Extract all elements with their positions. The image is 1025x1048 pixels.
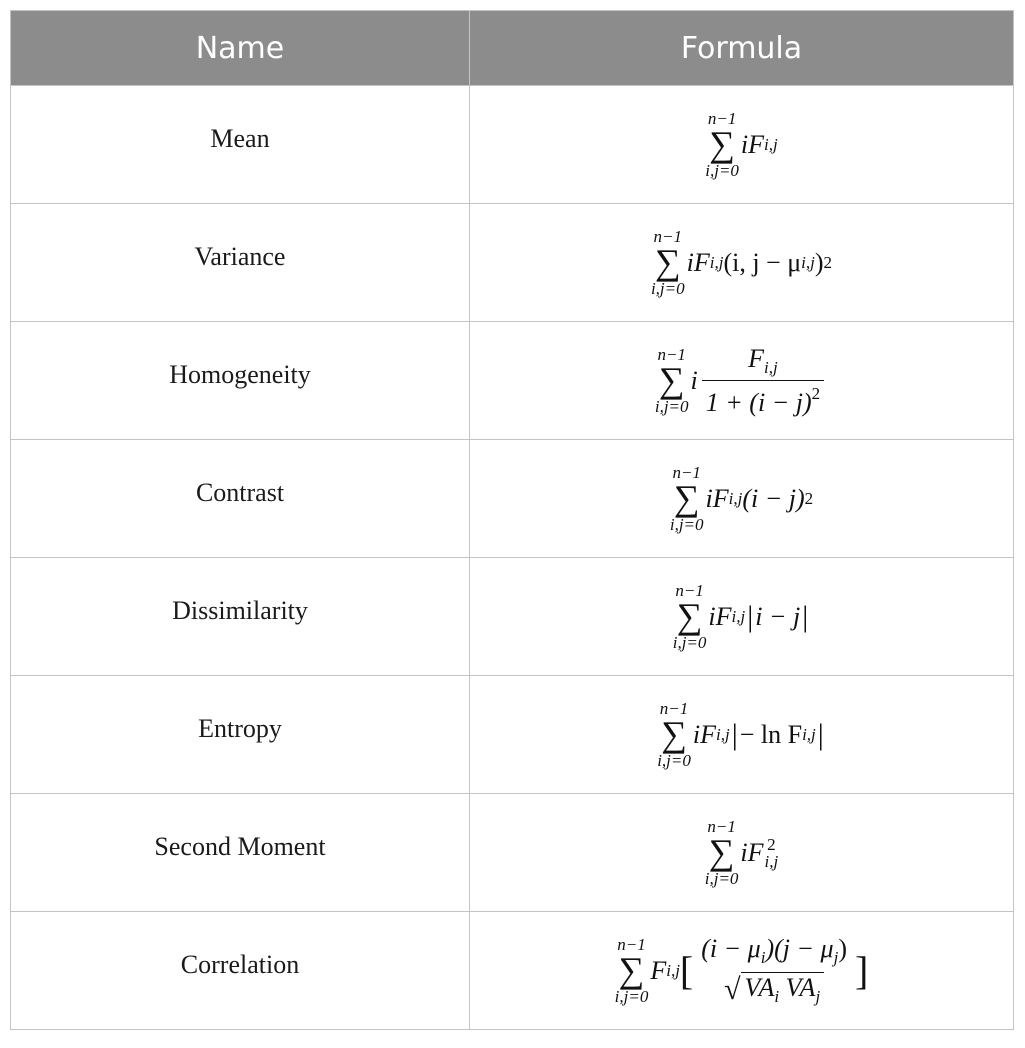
row-name-second-moment: Second Moment xyxy=(11,794,470,912)
summation: n−1 ∑ i,j=0 xyxy=(669,462,704,534)
table-row xyxy=(11,204,1014,322)
table-row xyxy=(11,558,1014,676)
formula-second-moment: n−1 ∑ i,j=0 i F 2 i,j xyxy=(470,794,1014,912)
header-row xyxy=(11,11,1014,86)
fraction: $\frac{F_{i,j}}{1 + (i - j)^2}$ xyxy=(702,346,824,416)
summation: n−1 ∑ i,j=0 xyxy=(650,226,685,298)
table-row xyxy=(11,86,1014,204)
formula-contrast: n−1 ∑ i,j=0 i F i,j (i − j) 2 xyxy=(470,440,1014,558)
header-name: Name xyxy=(11,11,470,86)
formula-entropy: n−1 ∑ i,j=0 i F i,j | − ln F i,j | xyxy=(470,676,1014,794)
row-name-entropy: Entropy xyxy=(11,676,470,794)
summation: n−1 ∑ i,j=0 xyxy=(654,344,689,416)
fraction: $(i - \mu_i)(j - \mu_j)$ √ $VA_i$ $VA_j$ xyxy=(701,934,848,1006)
row-name-homogeneity: Homogeneity xyxy=(11,322,470,440)
row-name-variance: Variance xyxy=(11,204,470,322)
summation: n−1 ∑ i,j=0 xyxy=(704,816,739,888)
feature-table xyxy=(10,10,1014,1030)
formula-correlation: n−1 ∑ i,j=0 F i,j [ $(i - \mu_i)(j - \mu_j)$ √ $VA_i$ $VA_j$ ] xyxy=(470,912,1014,1030)
row-name-dissimilarity: Dissimilarity xyxy=(11,558,470,676)
summation: n−1 ∑ i,j=0 xyxy=(614,934,649,1006)
summation: n−1 ∑ i,j=0 xyxy=(657,698,691,770)
row-name-correlation: Correlation xyxy=(11,912,470,1030)
row-name-contrast: Contrast xyxy=(11,440,470,558)
table-row xyxy=(11,912,1014,1030)
table-row xyxy=(11,676,1014,794)
formula-variance: n−1 ∑ i,j=0 i F i,j (i, j − μ i,j ) 2 xyxy=(470,204,1014,322)
table-row xyxy=(11,440,1014,558)
table-row xyxy=(11,794,1014,912)
summation: n−1 ∑ i,j=0 xyxy=(672,580,707,652)
summation: n−1 ∑ i,j=0 xyxy=(705,108,739,180)
formula-mean: n−1 ∑ i,j=0 i F i,j xyxy=(470,86,1014,204)
formula-homogeneity: n−1 ∑ i,j=0 i $\frac{F_{i,j}}{1 + (i - j)^2}$ xyxy=(470,322,1014,440)
table-row xyxy=(11,322,1014,440)
header-formula: Formula xyxy=(470,11,1014,86)
row-name-mean: Mean xyxy=(11,86,470,204)
formula-dissimilarity: n−1 ∑ i,j=0 i F i,j | i − j | xyxy=(470,558,1014,676)
